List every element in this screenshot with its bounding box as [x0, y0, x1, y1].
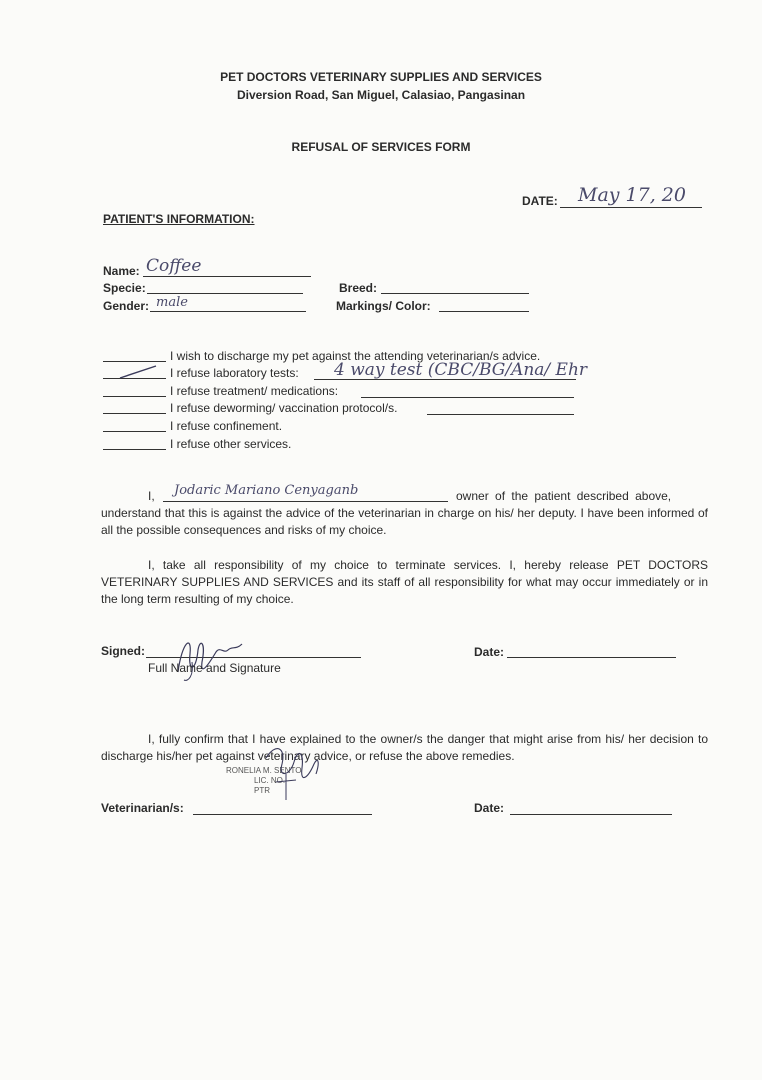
- form-title: REFUSAL OF SERVICES FORM: [291, 140, 471, 154]
- stamp-license: LIC. NO.: [254, 776, 286, 785]
- specie-line: [147, 293, 303, 294]
- company-address: Diversion Road, San Miguel, Calasiao, Pangasinan: [236, 88, 526, 102]
- veterinarian-line[interactable]: [193, 814, 372, 815]
- date-label: DATE:: [522, 194, 558, 208]
- company-name: PET DOCTORS VETERINARY SUPPLIES AND SERVICES: [220, 70, 542, 84]
- stamp-name: RONELIA M. SENTO: [226, 766, 302, 775]
- name-label: Name:: [103, 264, 140, 278]
- option-blank-discharge[interactable]: [103, 361, 166, 362]
- owner-signature: [170, 632, 250, 684]
- treatment-line: [361, 397, 574, 398]
- breed-label: Breed:: [339, 281, 378, 295]
- markings-line: [439, 311, 529, 312]
- option-blank-other[interactable]: [103, 449, 166, 450]
- option-confinement: I refuse confinement.: [170, 419, 283, 433]
- signed-date-label: Date:: [474, 645, 505, 659]
- gender-line: [150, 311, 306, 312]
- full-name-label: Full Name and Signature: [148, 661, 281, 675]
- patient-section-title: PATIENT'S INFORMATION:: [103, 212, 255, 226]
- date-value: May 17, 20: [578, 184, 686, 206]
- veterinarian-date-line[interactable]: [510, 814, 672, 815]
- gender-value: male: [156, 295, 188, 310]
- confirmation-text: I, fully confirm that I have explained to the owner/s the danger that might arise from his/ her decision to discharge his/her pet against veterinary advice, or refuse the above remedies.: [101, 732, 708, 763]
- veterinarian-date-label: Date:: [474, 801, 505, 815]
- option-lab-tests: I refuse laboratory tests:: [170, 366, 299, 380]
- statement1-body: understand that this is against the advice of the veterinarian in charge on his/ her deputy. I have been informed of all the possible consequences and risks of my choice.: [101, 506, 708, 537]
- statement1-prefix: I,: [148, 489, 155, 503]
- name-line: [143, 276, 311, 277]
- veterinarian-signature: [256, 738, 326, 808]
- option-blank-confinement[interactable]: [103, 431, 166, 432]
- specie-label: Specie:: [103, 281, 146, 295]
- option-other: I refuse other services.: [170, 437, 292, 451]
- option-treatment: I refuse treatment/ medications:: [170, 384, 339, 398]
- veterinarian-label: Veterinarian/s:: [101, 801, 184, 815]
- owner-name: Jodaric Mariano Cenyaganb: [174, 483, 359, 498]
- date-line: [560, 207, 702, 208]
- option-blank-deworming[interactable]: [103, 413, 166, 414]
- stamp-ptr: PTR: [254, 786, 270, 795]
- signed-date-line[interactable]: [507, 657, 676, 658]
- gender-label: Gender:: [103, 299, 150, 313]
- breed-line: [381, 293, 529, 294]
- markings-label: Markings/ Color:: [336, 299, 431, 313]
- statement2: I, take all responsibility of my choice to terminate services. I, hereby release PET DOCTORS VETERINARY SUPPLIES AND SERVICES and its staff of all responsibility for what may occur immediately or in the long term resulting of my choice.: [101, 558, 708, 606]
- option-discharge: I wish to discharge my pet against the attending veterinarian/s advice.: [170, 349, 541, 363]
- statement1-line1: owner of the patient described above,: [456, 489, 672, 503]
- deworming-line: [427, 414, 574, 415]
- name-value: Coffee: [146, 256, 202, 276]
- option-deworming: I refuse deworming/ vaccination protocol/s.: [170, 401, 398, 415]
- option-blank-treatment[interactable]: [103, 396, 166, 397]
- check-mark-icon: [118, 364, 158, 380]
- lab-tests-detail: 4 way test (CBC/BG/Ana/ Ehr: [334, 360, 588, 380]
- owner-name-line: [163, 501, 448, 502]
- signed-label: Signed:: [101, 644, 145, 658]
